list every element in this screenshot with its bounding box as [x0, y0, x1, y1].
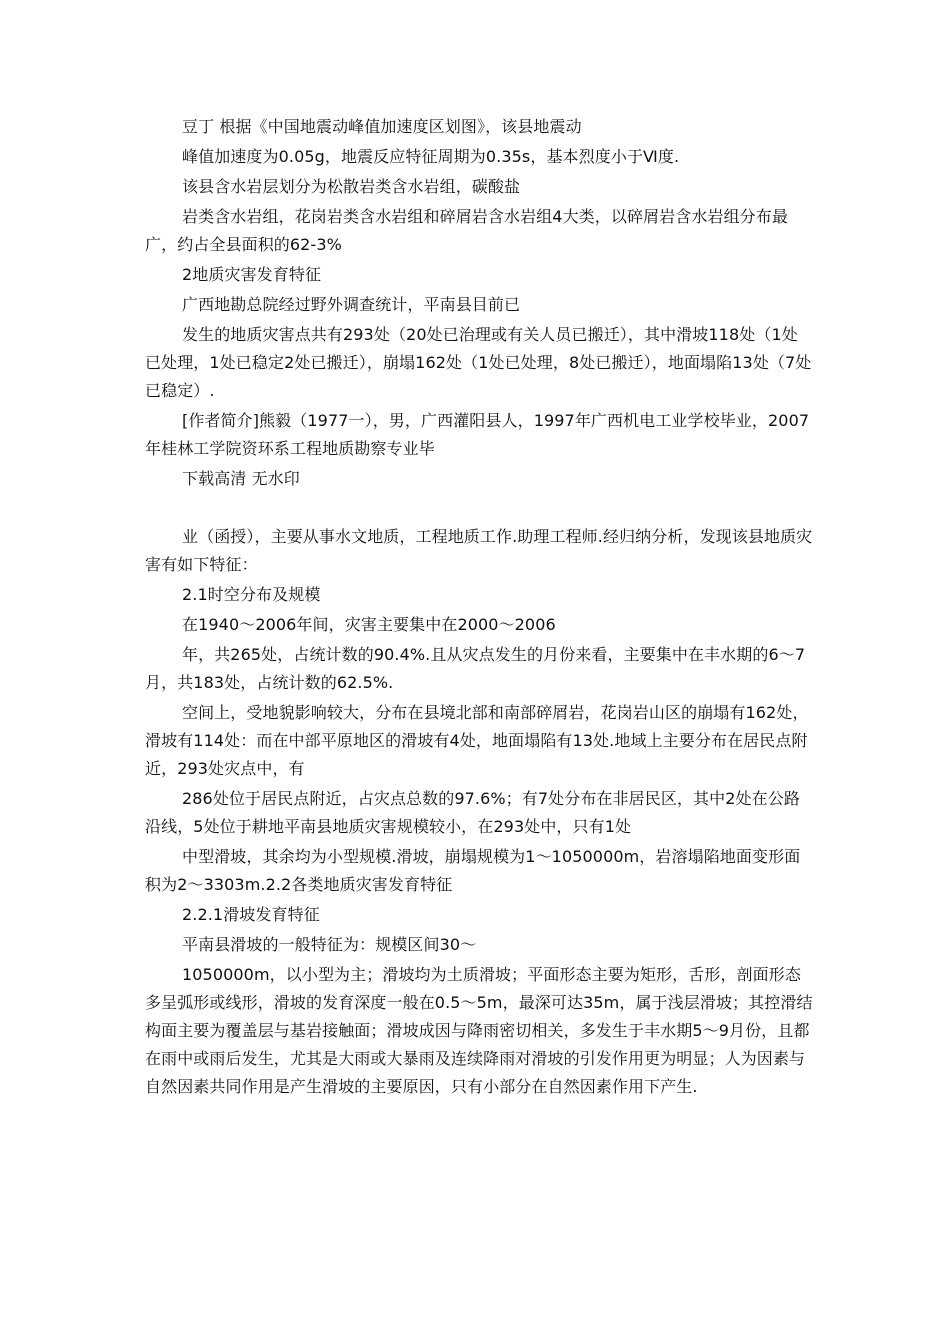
section-heading-2: 2地质灾害发育特征	[182, 265, 322, 284]
download-notice: 下载高清 无水印	[182, 469, 300, 488]
paragraph-disaster-counts: 发生的地质灾害点共有293处（20处已治理或有关人员已搬迁），其中滑坡118处（1处已处理，1处已稳定2处已搬迁），崩塌162处（1处已处理，8处已搬迁），地面塌陷13处（7处已稳定）.	[145, 325, 812, 400]
paragraph-survey-intro: 广西地勘总院经过野外调查统计，平南县目前已	[182, 295, 521, 314]
paragraph-author-bio-cont: 业（函授），主要从事水文地质，工程地质工作.助理工程师.经归纳分析，发现该县地质灾害有如下特征：	[145, 527, 813, 574]
paragraph-scale: 中型滑坡，其余均为小型规模.滑坡，崩塌规模为1～1050000m，岩溶塌陷地面变形面积为2～3303m.2.2各类地质灾害发育特征	[145, 847, 801, 894]
paragraph-time-stats: 年，共265处，占统计数的90.4%.且从灾点发生的月份来看，主要集中在丰水期的6～7月，共183处，占统计数的62.5%.	[145, 645, 806, 692]
paragraph-seismic-values: 峰值加速度为0.05g，地震反应特征周期为0.35s，基本烈度小于Ⅵ度.	[182, 147, 680, 166]
paragraph-spatial-distribution: 空间上，受地貌影响较大，分布在县境北部和南部碎屑岩，花岗岩山区的崩塌有162处，滑坡有114处：而在中部平原地区的滑坡有4处，地面塌陷有13处.地域上主要分布在居民点附近，293处灾点中，有	[145, 703, 809, 778]
paragraph-gap	[145, 495, 813, 523]
paragraph-landslide-features: 1050000m，以小型为主；滑坡均为土质滑坡；平面形态主要为矩形，舌形，剖面形态多呈弧形或线形，滑坡的发育深度一般在0.5～5m，最深可达35m，属于浅层滑坡；其控滑结构面主要为覆盖层与基岩接触面；滑坡成因与降雨密切相关，多发生于丰水期5～9月份，且都在雨中或雨后发生，尤其是大雨或大暴雨及连续降雨对滑坡的引发作用更为明显；人为因素与自然因素共同作用是产生滑坡的主要原因，只有小部分在自然因素作用下产生.	[145, 965, 813, 1096]
document-body	[145, 113, 813, 1103]
paragraph-aquifer-intro: 该县含水岩层划分为松散岩类含水岩组，碳酸盐	[182, 177, 521, 196]
paragraph-time-range: 在1940～2006年间，灾害主要集中在2000～2006	[182, 615, 556, 634]
paragraph-author-bio: [作者简介]熊毅（1977一），男，广西灌阳县人，1997年广西机电工业学校毕业，2007年桂林工学院资环系工程地质勘察专业毕	[145, 411, 810, 458]
section-heading-2-1: 2.1时空分布及规模	[182, 585, 321, 604]
paragraph-residential-distribution: 286处位于居民点附近，占灾点总数的97.6%；有7处分布在非居民区，其中2处在公路沿线，5处位于耕地平南县地质灾害规模较小，在293处中，只有1处	[145, 789, 800, 836]
paragraph-landslide-range: 平南县滑坡的一般特征为：规模区间30～	[182, 935, 477, 954]
section-heading-2-2-1: 2.2.1滑坡发育特征	[182, 905, 320, 924]
paragraph-aquifer-types: 岩类含水岩组，花岗岩类含水岩组和碎屑岩含水岩组4大类，以碎屑岩含水岩组分布最广，约占全县面积的62-3%	[145, 207, 788, 254]
paragraph-seismic-intro: 豆丁 根据《中国地震动峰值加速度区划图》，该县地震动	[182, 117, 582, 136]
